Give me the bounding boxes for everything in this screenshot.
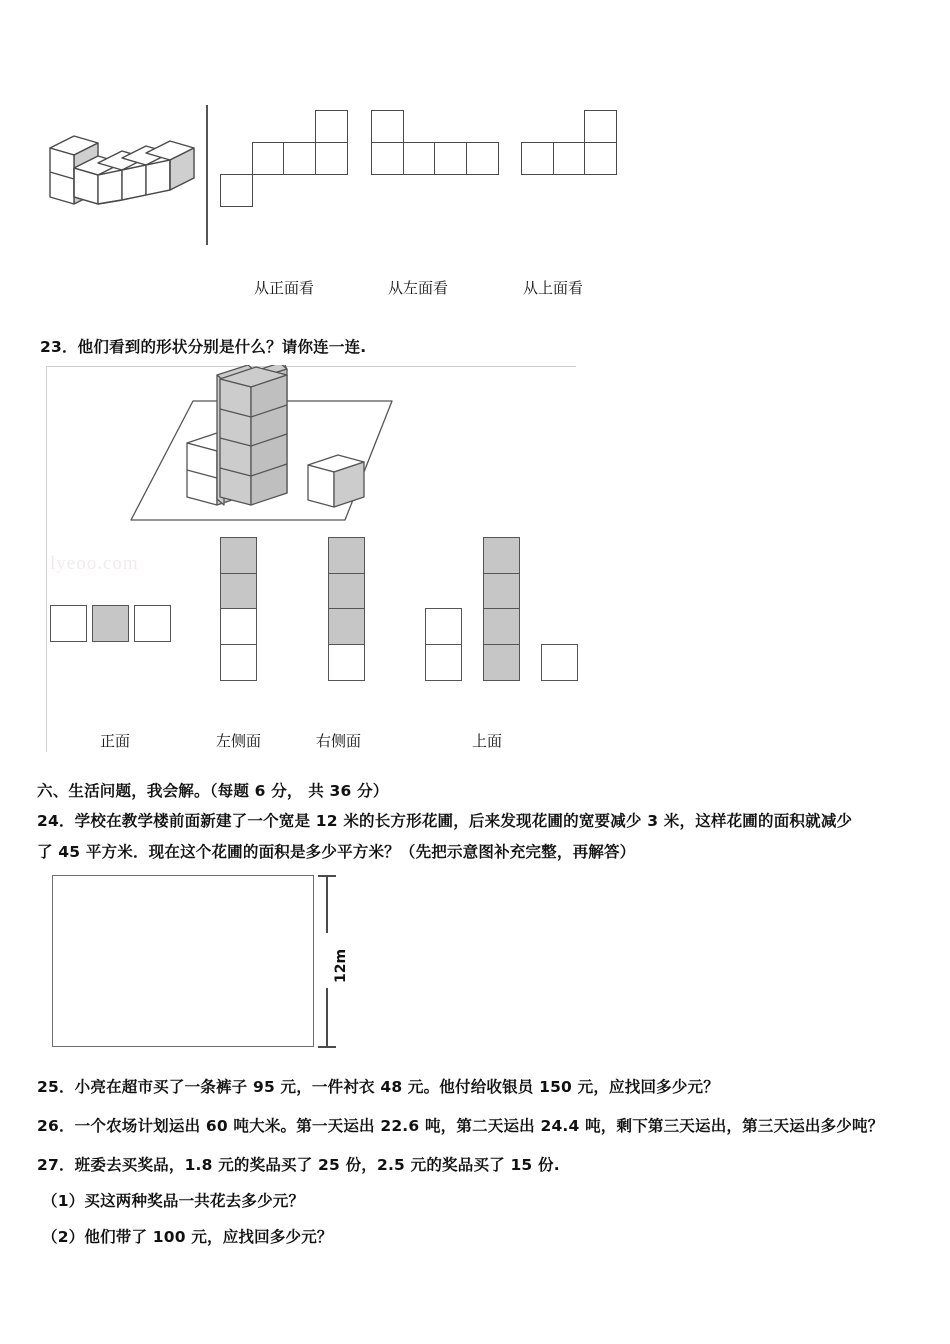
view-cell xyxy=(553,142,586,175)
option-right-side-shape[interactable] xyxy=(328,537,373,697)
question-23-isometric-scene xyxy=(115,365,435,530)
option-cell xyxy=(541,644,578,681)
front-view-diagram xyxy=(220,110,360,210)
top-view-diagram xyxy=(521,110,661,210)
question-24-line-2: 了 45 平方米．现在这个花圃的面积是多少平方米？（先把示意图补充完整，再解答） xyxy=(37,843,636,861)
question-26: 26．一个农场计划运出 60 吨大米。第一天运出 22.6 吨，第二天运出 24.4 吨，剩下第三天运出，第三天运出多少吨？ xyxy=(37,1117,884,1135)
option-label-right-side: 右侧面 xyxy=(316,732,362,750)
option-label-front: 正面 xyxy=(100,732,131,750)
view-cell xyxy=(283,142,316,175)
top-isometric-cube-figure xyxy=(40,112,240,242)
view-cell xyxy=(466,142,499,175)
option-label-top: 上面 xyxy=(472,732,503,750)
view-cell xyxy=(521,142,554,175)
view-cell xyxy=(315,110,348,143)
view-label-left: 从左面看 xyxy=(388,279,449,297)
view-cell xyxy=(584,142,617,175)
view-cell xyxy=(434,142,467,175)
view-cell xyxy=(252,142,285,175)
question-27-stem: 27．班委去买奖品，1.8 元的奖品买了 25 份，2.5 元的奖品买了 15 份. xyxy=(37,1156,560,1174)
option-cell xyxy=(220,608,257,645)
view-cell xyxy=(403,142,436,175)
option-cell-shaded xyxy=(483,573,520,610)
option-cell-shaded xyxy=(328,608,365,645)
view-cell xyxy=(220,174,253,207)
view-cell xyxy=(315,142,348,175)
dimension-line-upper xyxy=(326,875,328,933)
view-label-top: 从上面看 xyxy=(523,279,584,297)
dimension-line-lower xyxy=(326,988,328,1047)
option-cell-shaded xyxy=(483,608,520,645)
option-label-left-side: 左侧面 xyxy=(216,732,262,750)
option-cell xyxy=(220,644,257,681)
view-cell xyxy=(584,110,617,143)
option-cell-shaded xyxy=(328,537,365,574)
question-24-line-1: 24．学校在教学楼前面新建了一个宽是 12 米的长方形花圃，后来发现花圃的宽要减少 3 米，这样花圃的面积就减少 xyxy=(37,812,853,830)
question-27-sub-1: （1）买这两种奖品一共花去多少元？ xyxy=(42,1192,305,1210)
option-cell-shaded xyxy=(220,573,257,610)
section-6-heading: 六、生活问题，我会解。（每题 6 分， 共 36 分） xyxy=(37,782,389,800)
option-cell-shaded xyxy=(92,605,129,642)
question-27-sub-2: （2）他们带了 100 元，应找回多少元？ xyxy=(42,1228,333,1246)
option-cell xyxy=(425,644,462,681)
option-cell xyxy=(134,605,171,642)
question-24-rectangle-diagram xyxy=(52,875,314,1047)
question-23-prompt: 23．他们看到的形状分别是什么？请你连一连. xyxy=(40,338,367,356)
option-cell xyxy=(425,608,462,645)
view-cell xyxy=(371,142,404,175)
option-cell-shaded xyxy=(220,537,257,574)
view-cell xyxy=(371,110,404,143)
option-left-side-shape[interactable] xyxy=(220,537,265,697)
vertical-divider xyxy=(206,105,208,245)
option-cell xyxy=(50,605,87,642)
dimension-label-12m: 12m xyxy=(333,948,349,983)
option-top-shape[interactable] xyxy=(425,537,580,697)
option-front-shape[interactable] xyxy=(50,605,180,645)
option-cell-shaded xyxy=(328,573,365,610)
option-cell xyxy=(328,644,365,681)
view-label-front: 从正面看 xyxy=(254,279,315,297)
option-cell-shaded xyxy=(483,537,520,574)
question-25: 25．小亮在超市买了一条裤子 95 元，一件衬衣 48 元。他付给收银员 150 元，应找回多少元？ xyxy=(37,1078,719,1096)
watermark: lyeoo.com xyxy=(50,553,139,574)
option-cell-shaded xyxy=(483,644,520,681)
left-view-diagram xyxy=(371,110,511,210)
